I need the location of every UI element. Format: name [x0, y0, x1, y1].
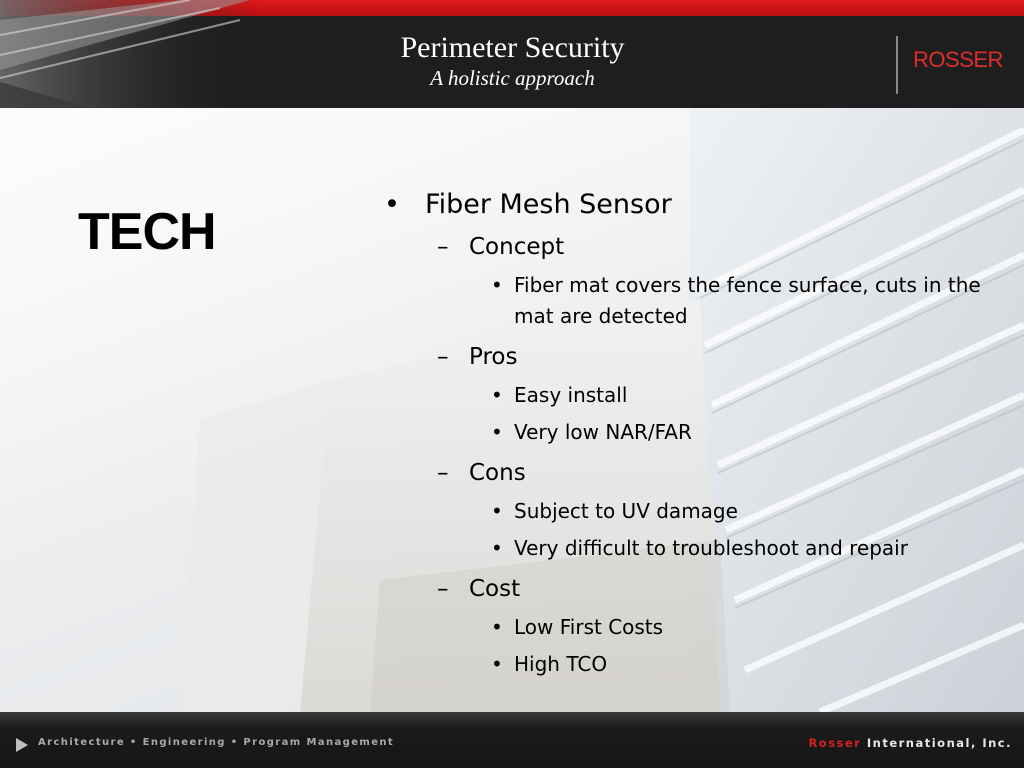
list-item: • Very low NAR/FAR — [380, 417, 990, 448]
topic-bullet: • Fiber Mesh Sensor — [380, 186, 990, 224]
rosser-logo: ROSSER — [913, 47, 1003, 72]
list-item: • Subject to UV damage — [380, 496, 990, 527]
header-bar — [0, 0, 1024, 108]
list-item: • Low First Costs — [380, 612, 990, 643]
title-block — [300, 30, 725, 90]
footer-bar — [0, 712, 1024, 768]
header-divider — [896, 36, 898, 94]
section-heading: TECH — [78, 203, 216, 261]
section-label-concept: – Concept — [380, 232, 990, 262]
list-item: • Fiber mat covers the fence surface, cuts in the mat are detected — [380, 270, 990, 332]
section-label-pros: – Pros — [380, 342, 990, 372]
section-label-cost: – Cost — [380, 574, 990, 604]
bullet-content — [380, 186, 990, 680]
footer-brand: Rosser — [808, 736, 862, 750]
slide-subtitle: A holistic approach — [430, 66, 595, 90]
slide-title: Perimeter Security — [400, 31, 625, 64]
header-building-photo — [0, 0, 260, 108]
section-label-cons: – Cons — [380, 458, 990, 488]
list-item: • High TCO — [380, 649, 990, 680]
footer-company — [808, 736, 1012, 750]
footer-brand-suffix: International, Inc. — [861, 736, 1012, 750]
list-item: • Very difficult to troubleshoot and repair — [380, 533, 990, 564]
list-item: • Easy install — [380, 380, 990, 411]
play-arrow-icon — [16, 738, 28, 752]
footer-tagline: Architecture • Engineering • Program Management — [38, 737, 395, 748]
